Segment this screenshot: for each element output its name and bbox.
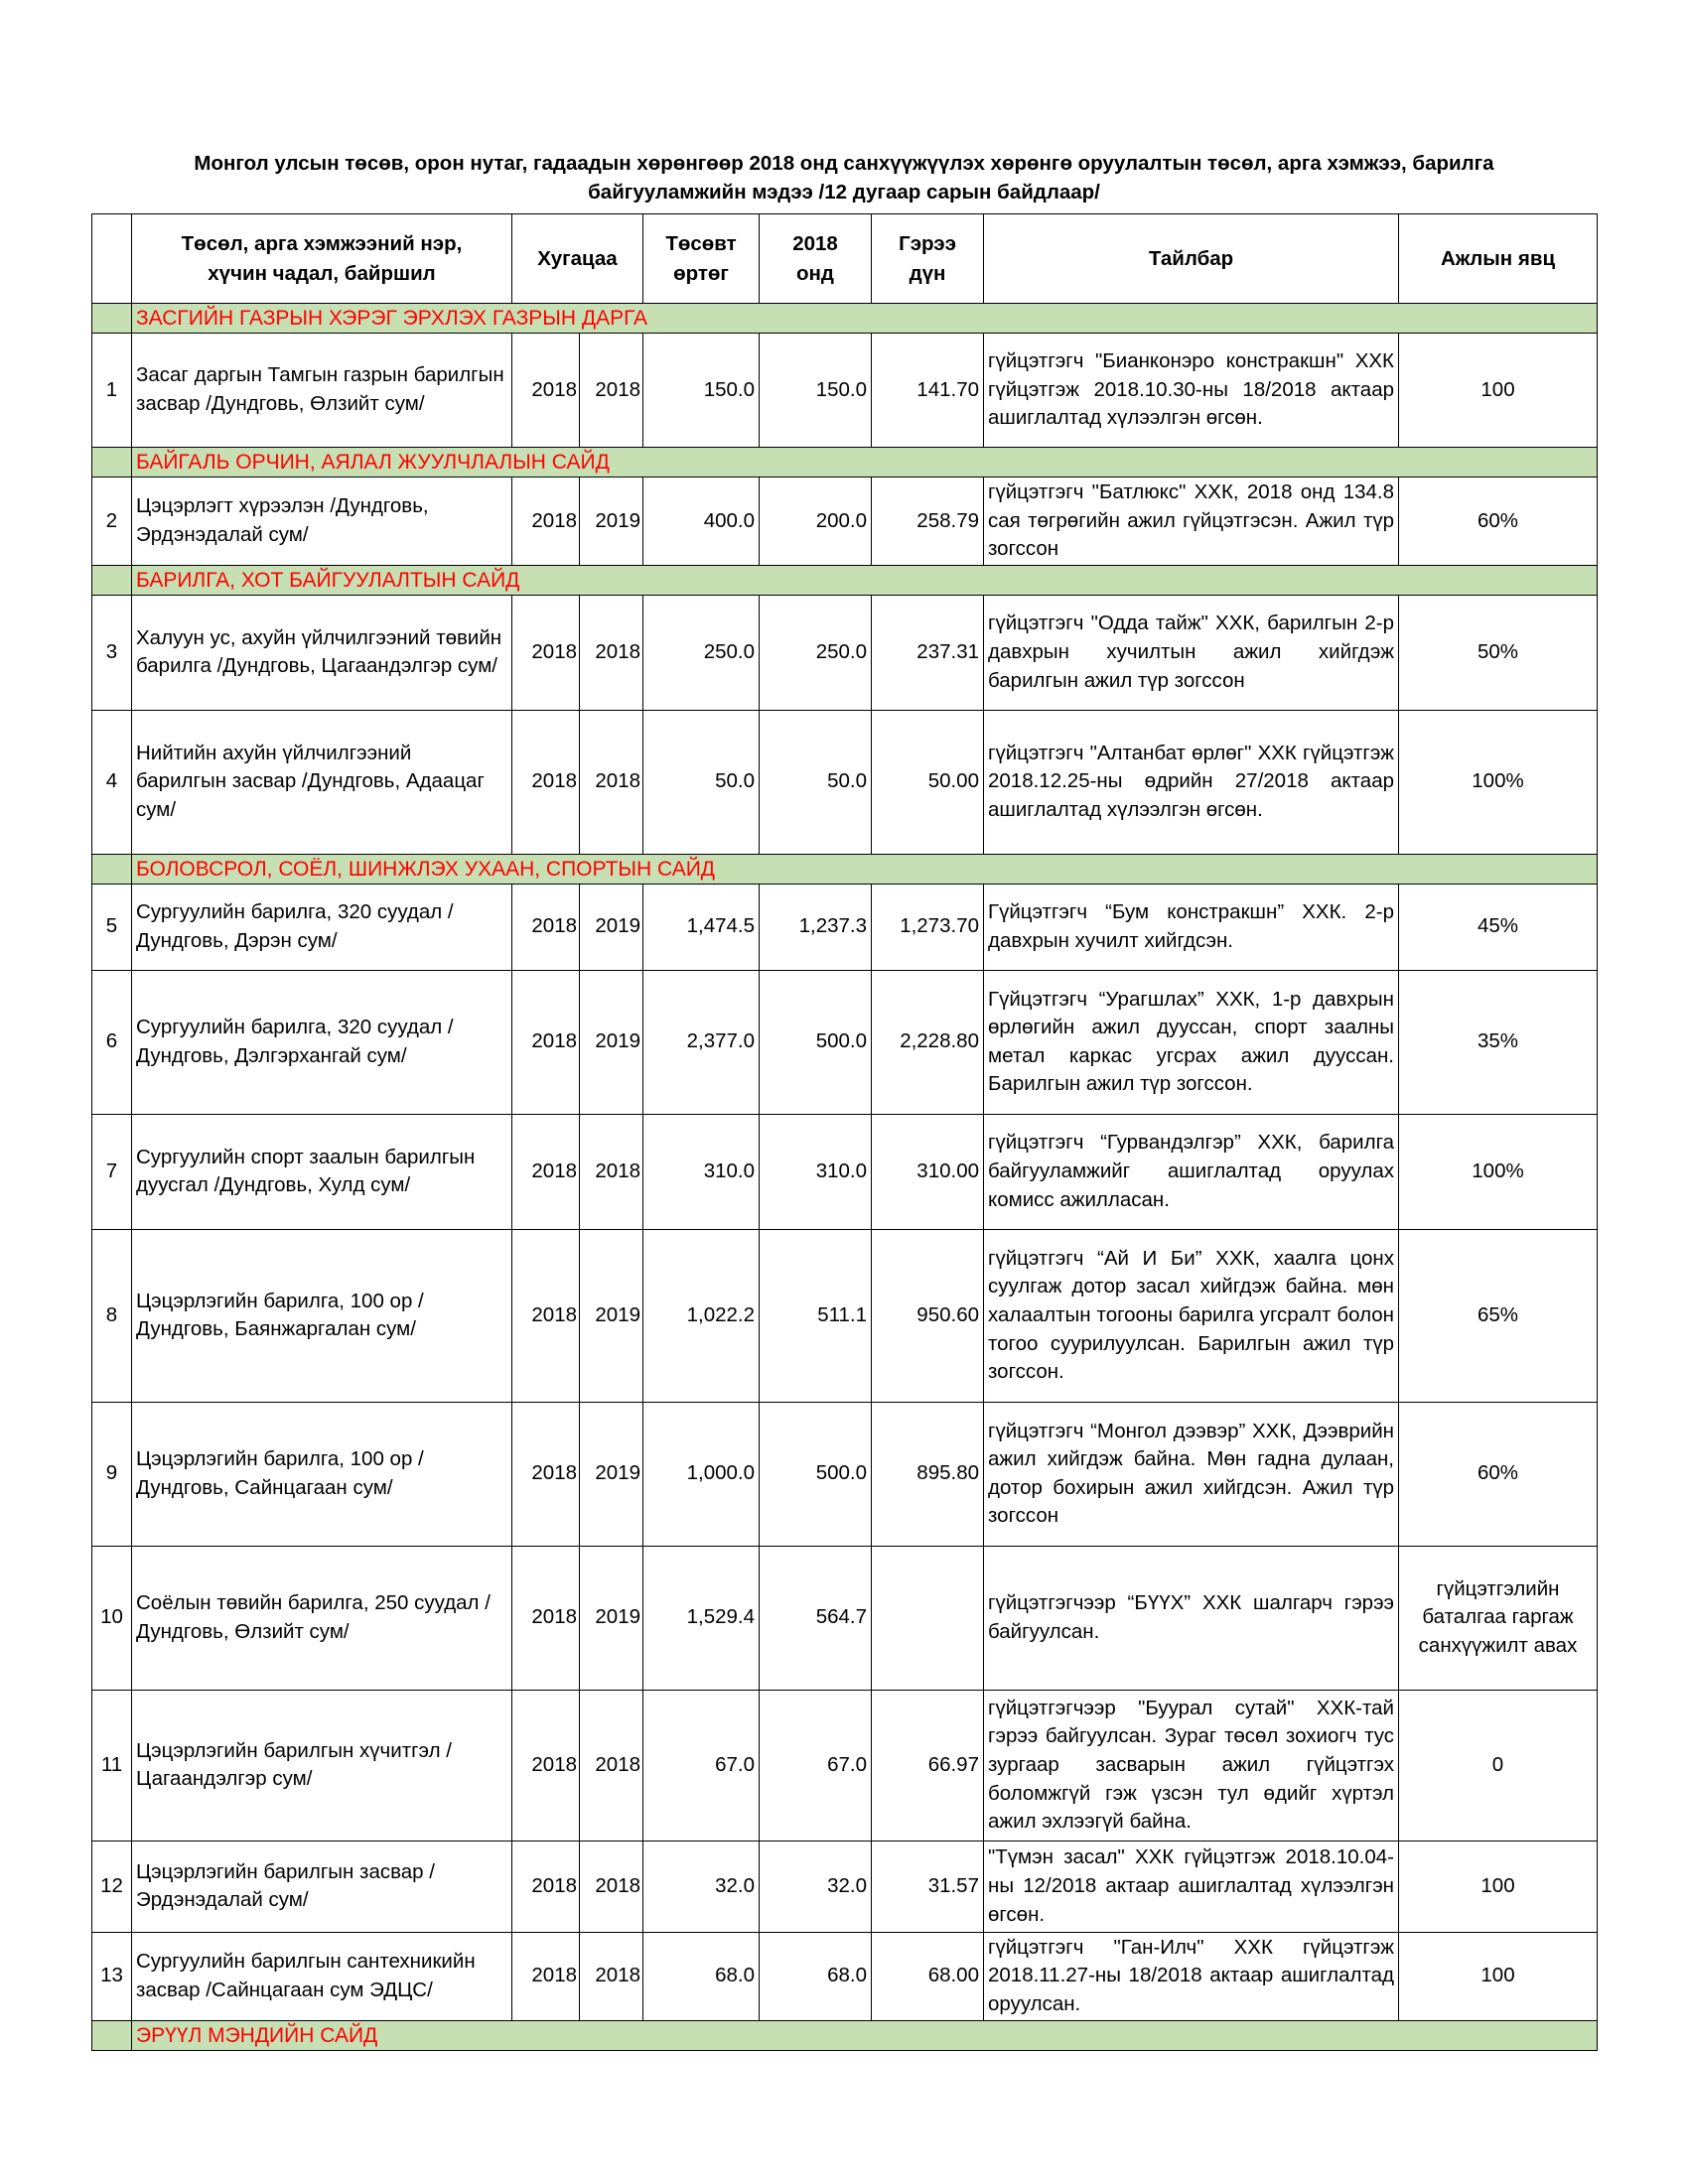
row-name: Сургуулийн барилгын сантехникийн засвар /Сайнцагаан сум ЭДЦС/ <box>132 1932 512 2020</box>
row-end-year: 2018 <box>580 1841 643 1932</box>
row-contract-amount: 2,228.80 <box>872 970 984 1114</box>
row-note: гүйцэтгэгч “Монгол дээвэр” ХХК, Дээврийн ажил хийгдэж байна. Мөн гадна дулаан, дотор бохирын ажил хийгдсэн. Ажил түр зогссон <box>984 1402 1399 1546</box>
row-name: Засаг даргын Тамгын газрын барилгын засвар /Дундговь, Өлзийт сум/ <box>132 334 512 448</box>
row-name: Цэцэрлэгийн барилга, 100 ор /Дундговь, Баянжаргалан сум/ <box>132 1229 512 1402</box>
row-start-year: 2018 <box>512 478 580 566</box>
row-start-year: 2018 <box>512 1932 580 2020</box>
investment-table <box>91 213 1598 2051</box>
table-row <box>92 478 1598 566</box>
document-title <box>91 149 1597 206</box>
row-start-year: 2018 <box>512 595 580 710</box>
section-row <box>92 304 1598 334</box>
table-row <box>92 884 1598 970</box>
row-name: Цэцэрлэгийн барилга, 100 ор /Дундговь, Сайнцагаан сум/ <box>132 1402 512 1546</box>
row-contract-amount: 895.80 <box>872 1402 984 1546</box>
row-2018-amount: 50.0 <box>760 710 872 854</box>
header-progress: Ажлын явц <box>1399 214 1598 304</box>
table-row <box>92 1690 1598 1841</box>
row-number: 8 <box>92 1229 132 1402</box>
row-note: гүйцэтгэгч “Гурвандэлгэр” ХХК, барилга байгууламжийг ашиглалтад оруулах комисс ажилласан. <box>984 1114 1399 1229</box>
row-progress: 100 <box>1399 334 1598 448</box>
row-note: гүйцэтгэгч “Ай И Би” ХХК, хаалга цонх суулгаж дотор засал хийгдэж байна. мөн халаалтын тогооны барилга угсралт болон тогоо суурилуулсан. Барилгын ажил түр зогссон. <box>984 1229 1399 1402</box>
row-progress: гүйцэтгэлийн баталгаа гаргаж санхүүжилт авах <box>1399 1546 1598 1690</box>
row-end-year: 2019 <box>580 970 643 1114</box>
row-number: 10 <box>92 1546 132 1690</box>
row-progress: 100 <box>1399 1841 1598 1932</box>
header-name <box>132 214 512 304</box>
row-end-year: 2019 <box>580 1402 643 1546</box>
row-contract-amount: 31.57 <box>872 1841 984 1932</box>
row-2018-amount: 310.0 <box>760 1114 872 1229</box>
header-row <box>92 214 1598 304</box>
row-name: Соёлын төвийн барилга, 250 суудал /Дундговь, Өлзийт сум/ <box>132 1546 512 1690</box>
row-number: 11 <box>92 1690 132 1841</box>
section-number-cell <box>92 448 132 478</box>
row-contract-amount: 50.00 <box>872 710 984 854</box>
row-contract-amount: 237.31 <box>872 595 984 710</box>
row-start-year: 2018 <box>512 1841 580 1932</box>
row-contract-amount: 1,273.70 <box>872 884 984 970</box>
row-progress: 35% <box>1399 970 1598 1114</box>
row-name: Нийтийн ахуйн үйлчилгээний барилгын засвар /Дундговь, Адаацаг сум/ <box>132 710 512 854</box>
table-row <box>92 1229 1598 1402</box>
row-estimate: 1,000.0 <box>643 1402 760 1546</box>
row-note: гүйцэтгэгчээр “БҮҮХ” ХХК шалгарч гэрээ байгуулсан. <box>984 1546 1399 1690</box>
row-estimate: 68.0 <box>643 1932 760 2020</box>
row-2018-amount: 250.0 <box>760 595 872 710</box>
row-2018-amount: 500.0 <box>760 1402 872 1546</box>
section-title: ЭРҮҮЛ МЭНДИЙН САЙД <box>132 2020 1598 2050</box>
row-contract-amount: 258.79 <box>872 478 984 566</box>
table-row <box>92 1546 1598 1690</box>
row-end-year: 2019 <box>580 1546 643 1690</box>
header-estimate-line-2: өртөг <box>673 261 729 285</box>
row-contract-amount: 950.60 <box>872 1229 984 1402</box>
row-start-year: 2018 <box>512 1546 580 1690</box>
row-number: 9 <box>92 1402 132 1546</box>
row-contract-amount <box>872 1546 984 1690</box>
row-2018-amount: 150.0 <box>760 334 872 448</box>
row-end-year: 2019 <box>580 1229 643 1402</box>
section-number-cell <box>92 854 132 884</box>
table-row <box>92 1932 1598 2020</box>
row-name: Сургуулийн спорт заалын барилгын дуусгал /Дундговь, Хулд сум/ <box>132 1114 512 1229</box>
header-estimate-line-1: Төсөвт <box>665 231 737 255</box>
row-note: гүйцэтгэгч "Батлюкс" ХХК, 2018 онд 134.8 сая төгрөгийн ажил гүйцэтгэсэн. Ажил түр зогссон <box>984 478 1399 566</box>
header-estimate <box>643 214 760 304</box>
table-row <box>92 595 1598 710</box>
row-start-year: 2018 <box>512 1114 580 1229</box>
row-note: гүйцэтгэгч "Ган-Илч" ХХК гүйцэтгэж 2018.11.27-ны 18/2018 актаар ашиглалтад оруулсан. <box>984 1932 1399 2020</box>
row-estimate: 50.0 <box>643 710 760 854</box>
section-row <box>92 448 1598 478</box>
header-name-line-2: хүчин чадал, байршил <box>208 261 436 285</box>
row-note: гүйцэтгэгч "Одда тайж" ХХК, барилгын 2-р давхрын хучилтын ажил хийгдэж барилгын ажил түр зогссон <box>984 595 1399 710</box>
row-number: 6 <box>92 970 132 1114</box>
row-progress: 60% <box>1399 478 1598 566</box>
row-note: гүйцэтгэгч "Бианконэро констракшн" ХХК гүйцэтгэж 2018.10.30-ны 18/2018 актаар ашиглалтад хүлээлгэн өгсөн. <box>984 334 1399 448</box>
row-estimate: 150.0 <box>643 334 760 448</box>
header-contract <box>872 214 984 304</box>
title-line-2: байгууламжийн мэдээ /12 дугаар сарын байдлаар/ <box>588 181 1100 204</box>
table-body <box>92 304 1598 2051</box>
row-start-year: 2018 <box>512 334 580 448</box>
row-number: 4 <box>92 710 132 854</box>
row-progress: 45% <box>1399 884 1598 970</box>
row-name: Сургуулийн барилга, 320 суудал /Дундговь, Дэлгэрхангай сум/ <box>132 970 512 1114</box>
table-row <box>92 1114 1598 1229</box>
row-end-year: 2018 <box>580 595 643 710</box>
row-start-year: 2018 <box>512 710 580 854</box>
row-name: Халуун ус, ахуйн үйлчилгээний төвийн барилга /Дундговь, Цагаандэлгэр сум/ <box>132 595 512 710</box>
row-estimate: 67.0 <box>643 1690 760 1841</box>
header-name-line-1: Төсөл, арга хэмжээний нэр, <box>181 231 463 255</box>
section-row <box>92 2020 1598 2050</box>
section-row <box>92 854 1598 884</box>
row-name: Сургуулийн барилга, 320 суудал /Дундговь, Дэрэн сум/ <box>132 884 512 970</box>
row-contract-amount: 68.00 <box>872 1932 984 2020</box>
row-start-year: 2018 <box>512 1402 580 1546</box>
row-estimate: 2,377.0 <box>643 970 760 1114</box>
header-2018-line-2: онд <box>796 261 834 285</box>
table-row <box>92 970 1598 1114</box>
row-2018-amount: 32.0 <box>760 1841 872 1932</box>
row-contract-amount: 310.00 <box>872 1114 984 1229</box>
header-duration: Хугацаа <box>512 214 643 304</box>
table-row <box>92 1402 1598 1546</box>
row-contract-amount: 141.70 <box>872 334 984 448</box>
section-number-cell <box>92 304 132 334</box>
title-line-1: Монгол улсын төсөв, орон нутаг, гадаадын хөрөнгөөр 2018 онд санхүүжүүлэх хөрөнгө оруулалтын төсөл, арга хэмжээ, барилга <box>194 152 1494 175</box>
row-name: Цэцэрлэгт хүрээлэн /Дундговь, Эрдэнэдалай сум/ <box>132 478 512 566</box>
row-2018-amount: 67.0 <box>760 1690 872 1841</box>
row-note: гүйцэтгэгчээр "Буурал сутай" ХХК-тай гэрээ байгуулсан. Зураг төсөл зохиогч тус зургаар засварын ажил гүйцэтгэх боломжгүй гэж үзсэн тул өдийг хүртэл ажил эхлээгүй байна. <box>984 1690 1399 1841</box>
row-2018-amount: 68.0 <box>760 1932 872 2020</box>
row-number: 7 <box>92 1114 132 1229</box>
section-title: ЗАСГИЙН ГАЗРЫН ХЭРЭГ ЭРХЛЭХ ГАЗРЫН ДАРГА <box>132 304 1598 334</box>
row-progress: 65% <box>1399 1229 1598 1402</box>
row-progress: 0 <box>1399 1690 1598 1841</box>
row-end-year: 2019 <box>580 478 643 566</box>
row-estimate: 1,022.2 <box>643 1229 760 1402</box>
table-row <box>92 1841 1598 1932</box>
row-note: гүйцэтгэгч "Алтанбат өрлөг" ХХК гүйцэтгэж 2018.12.25-ны өдрийн 27/2018 актаар ашиглалтад хүлээлгэн өгсөн. <box>984 710 1399 854</box>
section-number-cell <box>92 565 132 595</box>
row-2018-amount: 511.1 <box>760 1229 872 1402</box>
section-row <box>92 565 1598 595</box>
row-number: 5 <box>92 884 132 970</box>
row-end-year: 2018 <box>580 710 643 854</box>
row-2018-amount: 564.7 <box>760 1546 872 1690</box>
section-number-cell <box>92 2020 132 2050</box>
row-end-year: 2018 <box>580 1690 643 1841</box>
table-row <box>92 710 1598 854</box>
header-2018 <box>760 214 872 304</box>
row-start-year: 2018 <box>512 1229 580 1402</box>
header-2018-line-1: 2018 <box>792 231 838 255</box>
row-estimate: 1,529.4 <box>643 1546 760 1690</box>
section-title: БАРИЛГА, ХОТ БАЙГУУЛАЛТЫН САЙД <box>132 565 1598 595</box>
row-start-year: 2018 <box>512 884 580 970</box>
row-number: 13 <box>92 1932 132 2020</box>
row-end-year: 2019 <box>580 884 643 970</box>
row-2018-amount: 200.0 <box>760 478 872 566</box>
row-2018-amount: 1,237.3 <box>760 884 872 970</box>
row-start-year: 2018 <box>512 970 580 1114</box>
row-note: "Түмэн засал" ХХК гүйцэтгэж 2018.10.04-ны 12/2018 актаар ашиглалтад хүлээлгэн өгсөн. <box>984 1841 1399 1932</box>
row-estimate: 310.0 <box>643 1114 760 1229</box>
table-row <box>92 334 1598 448</box>
row-2018-amount: 500.0 <box>760 970 872 1114</box>
row-end-year: 2018 <box>580 334 643 448</box>
row-name: Цэцэрлэгийн барилгын хүчитгэл /Цагаандэлгэр сум/ <box>132 1690 512 1841</box>
row-number: 12 <box>92 1841 132 1932</box>
row-contract-amount: 66.97 <box>872 1690 984 1841</box>
header-contract-line-2: дүн <box>909 261 946 285</box>
row-estimate: 1,474.5 <box>643 884 760 970</box>
row-progress: 100% <box>1399 1114 1598 1229</box>
header-number <box>92 214 132 304</box>
row-progress: 100% <box>1399 710 1598 854</box>
row-number: 2 <box>92 478 132 566</box>
row-progress: 60% <box>1399 1402 1598 1546</box>
row-estimate: 32.0 <box>643 1841 760 1932</box>
row-progress: 50% <box>1399 595 1598 710</box>
row-progress: 100 <box>1399 1932 1598 2020</box>
row-estimate: 400.0 <box>643 478 760 566</box>
row-name: Цэцэрлэгийн барилгын засвар /Эрдэнэдалай сум/ <box>132 1841 512 1932</box>
row-number: 3 <box>92 595 132 710</box>
row-note: Гүйцэтгэгч “Бум констракшн” ХХК. 2-р давхрын хучилт хийгдсэн. <box>984 884 1399 970</box>
row-note: Гүйцэтгэгч “Урагшлах” ХХК, 1-р давхрын өрлөгийн ажил дууссан, спорт заалны метал каркас угсрах ажил дууссан. Барилгын ажил түр зогссон. <box>984 970 1399 1114</box>
section-title: БАЙГАЛЬ ОРЧИН, АЯЛАЛ ЖУУЛЧЛАЛЫН САЙД <box>132 448 1598 478</box>
section-title: БОЛОВСРОЛ, СОЁЛ, ШИНЖЛЭХ УХААН, СПОРТЫН САЙД <box>132 854 1598 884</box>
row-end-year: 2018 <box>580 1114 643 1229</box>
header-note: Тайлбар <box>984 214 1399 304</box>
row-number: 1 <box>92 334 132 448</box>
row-end-year: 2018 <box>580 1932 643 2020</box>
row-estimate: 250.0 <box>643 595 760 710</box>
row-start-year: 2018 <box>512 1690 580 1841</box>
header-contract-line-1: Гэрээ <box>899 231 956 255</box>
